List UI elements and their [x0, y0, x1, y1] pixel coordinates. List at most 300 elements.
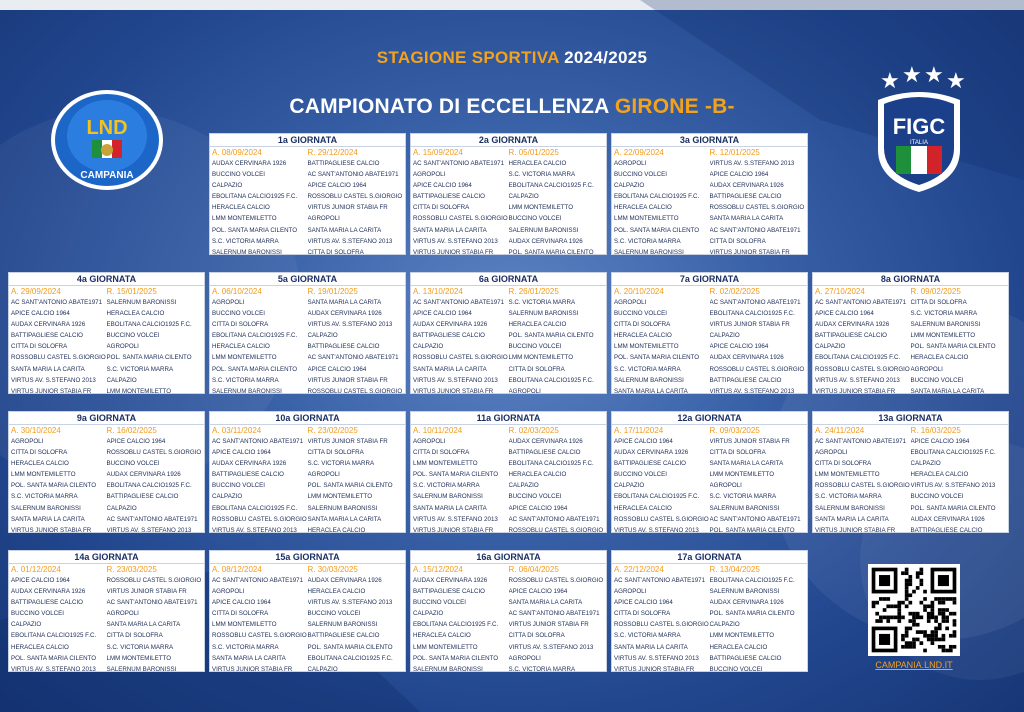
match-row — [212, 608, 403, 619]
home-team: EBOLITANA CALCIO1925 F.C. — [212, 193, 298, 201]
giornata-dates — [411, 425, 606, 436]
away-team: ROSSOBLU CASTEL S.GIORGIO — [307, 387, 403, 394]
giornata-card — [611, 411, 808, 533]
away-team: HERACLEA CALCIO — [106, 310, 165, 318]
match-row — [212, 386, 403, 394]
home-team: ROSSOBLU CASTEL S.GIORGIO — [614, 515, 709, 523]
home-team: SALERNUM BARONISSI — [815, 504, 885, 512]
home-team: S.C. VICTORIA MARRA — [614, 632, 681, 640]
ritorno-date: R. 23/02/2025 — [307, 426, 358, 435]
giornata-title: 9a GIORNATA — [9, 412, 204, 425]
giornata-dates — [210, 425, 405, 436]
home-team: SANTA MARIA LA CARITA — [11, 515, 85, 523]
website-link[interactable]: CAMPANIA.LND.IT — [875, 660, 953, 670]
home-team: POL. SANTA MARIA CILENTO — [413, 471, 499, 479]
match-row — [614, 503, 805, 514]
match-list — [612, 297, 807, 394]
andata-date: A. 30/10/2024 — [11, 426, 61, 435]
giornata-dates — [612, 147, 807, 158]
match-row — [614, 458, 805, 469]
ritorno-date: R. 19/01/2025 — [307, 287, 358, 296]
home-team: VIRTUS JUNIOR STABIA FR — [413, 526, 494, 533]
match-list — [612, 436, 807, 533]
away-team: POL. SANTA MARIA CILENTO — [106, 354, 192, 362]
away-team: AC SANT'ANTONIO ABATE1971 — [508, 515, 600, 523]
home-team: AGROPOLI — [815, 449, 848, 457]
away-team: EBOLITANA CALCIO1925 F.C. — [508, 460, 594, 468]
home-team: SANTA MARIA LA CARITA — [614, 387, 688, 394]
home-team: EBOLITANA CALCIO1925 F.C. — [11, 632, 97, 640]
giornata-title: 3a GIORNATA — [612, 134, 807, 147]
away-team: CALPAZIO — [307, 332, 338, 340]
match-row — [614, 352, 805, 363]
home-team: CALPAZIO — [815, 343, 846, 351]
home-team: VIRTUS JUNIOR STABIA FR — [11, 387, 92, 394]
home-team: APICE CALCIO 1964 — [815, 310, 874, 318]
home-team: BATTIPAGLIESE CALCIO — [11, 599, 83, 607]
away-team: POL. SANTA MARIA CILENTO — [709, 610, 795, 618]
home-team: POL. SANTA MARIA CILENTO — [212, 365, 298, 373]
away-team: LMM MONTEMILETTO — [709, 632, 775, 640]
home-team: EBOLITANA CALCIO1925 F.C. — [212, 504, 298, 512]
home-team: APICE CALCIO 1964 — [212, 599, 271, 607]
ritorno-date: R. 15/01/2025 — [106, 287, 157, 296]
home-team: SANTA MARIA LA CARITA — [212, 654, 286, 662]
home-team: ROSSOBLU CASTEL S.GIORGIO — [11, 354, 106, 362]
giornata-title: 12a GIORNATA — [612, 412, 807, 425]
match-row — [815, 375, 1006, 386]
match-row — [815, 469, 1006, 480]
match-row — [413, 458, 604, 469]
andata-date: A. 13/10/2024 — [413, 287, 463, 296]
home-team: CALPAZIO — [413, 343, 444, 351]
match-row — [11, 575, 202, 586]
home-team: ROSSOBLU CASTEL S.GIORGIO — [413, 215, 508, 223]
away-team: APICE CALCIO 1964 — [508, 588, 568, 596]
home-team: BUCCINO VOLCEI — [11, 610, 64, 618]
match-row — [212, 525, 403, 533]
match-row — [614, 169, 805, 180]
giornata-dates — [411, 286, 606, 297]
away-team: EBOLITANA CALCIO1925 F.C. — [709, 577, 795, 584]
away-team: BUCCINO VOLCEI — [106, 332, 160, 340]
match-row — [815, 480, 1006, 491]
match-row — [11, 525, 202, 533]
match-row — [815, 436, 1006, 447]
match-row — [614, 191, 805, 202]
ritorno-date: R. 09/02/2025 — [910, 287, 961, 296]
home-team: POL. SANTA MARIA CILENTO — [11, 482, 97, 490]
match-row — [815, 458, 1006, 469]
home-team: AUDAX CERVINARA 1926 — [11, 588, 86, 596]
match-row — [614, 236, 805, 247]
home-team: AUDAX CERVINARA 1926 — [413, 321, 488, 329]
match-row — [413, 630, 604, 641]
away-team: HERACLEA CALCIO — [910, 354, 969, 362]
away-team: LMM MONTEMILETTO — [307, 493, 373, 501]
andata-date: A. 27/10/2024 — [815, 287, 865, 296]
season-year: 2024/2025 — [564, 48, 648, 67]
away-team: VIRTUS AV. S.STEFANO 2013 — [910, 482, 996, 490]
away-team: BATTIPAGLIESE CALCIO — [307, 632, 380, 640]
away-team: CALPAZIO — [709, 332, 740, 340]
match-row — [413, 447, 604, 458]
home-team: BATTIPAGLIESE CALCIO — [614, 460, 686, 468]
home-team: LMM MONTEMILETTO — [815, 471, 880, 479]
away-team: BATTIPAGLIESE CALCIO — [910, 526, 983, 533]
away-team: BUCCINO VOLCEI — [709, 665, 763, 672]
away-team: AC SANT'ANTONIO ABATE1971 — [106, 599, 198, 607]
giornata-card — [209, 550, 406, 672]
match-row — [212, 364, 403, 375]
home-team: BATTIPAGLIESE CALCIO — [413, 193, 485, 201]
away-team: AGROPOLI — [508, 387, 541, 394]
home-team: VIRTUS AV. S.STEFANO 2013 — [413, 376, 498, 384]
match-list — [210, 436, 405, 533]
match-row — [815, 308, 1006, 319]
match-row — [614, 180, 805, 191]
home-team: S.C. VICTORIA MARRA — [614, 365, 681, 373]
home-team: AC SANT'ANTONIO ABATE1971 — [413, 299, 505, 306]
away-team: APICE CALCIO 1964 — [709, 171, 769, 179]
match-row — [11, 375, 202, 386]
match-row — [614, 619, 805, 630]
away-team: APICE CALCIO 1964 — [307, 182, 367, 190]
away-team: POL. SANTA MARIA CILENTO — [307, 482, 393, 490]
home-team: AUDAX CERVINARA 1926 — [614, 449, 689, 457]
away-team: BATTIPAGLIESE CALCIO — [307, 343, 380, 351]
away-team: POL. SANTA MARIA CILENTO — [709, 526, 795, 533]
home-team: CITTA DI SOLOFRA — [614, 610, 671, 618]
match-row — [413, 664, 604, 672]
ritorno-date: R. 02/03/2025 — [508, 426, 559, 435]
match-row — [212, 458, 403, 469]
qr-code[interactable] — [868, 564, 960, 656]
match-row — [11, 386, 202, 394]
home-team: VIRTUS JUNIOR STABIA FR — [413, 248, 494, 255]
away-team: SANTA MARIA LA CARITA — [709, 460, 784, 468]
home-team: CALPAZIO — [212, 182, 243, 190]
away-team: S.C. VICTORIA MARRA — [709, 493, 777, 501]
home-team: BUCCINO VOLCEI — [212, 171, 265, 179]
giornata-card — [209, 272, 406, 394]
away-team: CALPAZIO — [106, 376, 137, 384]
giornata-title: 14a GIORNATA — [9, 551, 204, 564]
match-row — [11, 503, 202, 514]
away-team: VIRTUS JUNIOR STABIA FR — [307, 204, 388, 212]
match-row — [815, 386, 1006, 394]
match-row — [614, 319, 805, 330]
home-team: POL. SANTA MARIA CILENTO — [413, 654, 499, 662]
match-row — [614, 330, 805, 341]
championship-name: CAMPIONATO DI ECCELLENZA — [289, 95, 609, 118]
home-team: VIRTUS AV. S.STEFANO 2013 — [11, 665, 96, 672]
home-team: CALPAZIO — [413, 610, 444, 618]
giornata-dates — [210, 286, 405, 297]
home-team: APICE CALCIO 1964 — [11, 310, 70, 318]
away-team: S.C. VICTORIA MARRA — [106, 365, 174, 373]
away-team: EBOLITANA CALCIO1925 F.C. — [910, 449, 996, 457]
home-team: AUDAX CERVINARA 1926 — [11, 321, 86, 329]
giornata-card — [410, 133, 607, 255]
away-team: POL. SANTA MARIA CILENTO — [508, 332, 594, 340]
andata-date: A. 06/10/2024 — [212, 287, 262, 296]
away-team: CALPAZIO — [106, 504, 137, 512]
home-team: SANTA MARIA LA CARITA — [413, 365, 487, 373]
home-team: SALERNUM BARONISSI — [614, 376, 684, 384]
match-row — [815, 352, 1006, 363]
home-team: CITTA DI SOLOFRA — [815, 460, 872, 468]
home-team: S.C. VICTORIA MARRA — [614, 237, 681, 245]
away-team: AGROPOLI — [106, 343, 139, 351]
away-team: BATTIPAGLIESE CALCIO — [307, 160, 380, 167]
andata-date: A. 15/12/2024 — [413, 565, 463, 574]
match-row — [11, 480, 202, 491]
away-team: CALPAZIO — [709, 621, 740, 629]
giornata-dates — [9, 286, 204, 297]
home-team: APICE CALCIO 1964 — [212, 449, 271, 457]
giornata-card — [611, 133, 808, 255]
match-row — [11, 447, 202, 458]
home-team: HERACLEA CALCIO — [614, 504, 672, 512]
match-row — [413, 469, 604, 480]
match-row — [11, 352, 202, 363]
away-team: BUCCINO VOLCEI — [106, 460, 160, 468]
figc-logo-text: FIGC — [892, 114, 946, 139]
home-team: VIRTUS AV. S.STEFANO 2013 — [212, 526, 297, 533]
away-team: AUDAX CERVINARA 1926 — [307, 310, 382, 318]
match-list — [612, 575, 807, 672]
away-team: SANTA MARIA LA CARITA — [910, 387, 985, 394]
away-team: CITTA DI SOLOFRA — [307, 449, 364, 457]
match-list — [9, 436, 204, 533]
match-row — [212, 653, 403, 664]
match-list — [9, 575, 204, 672]
match-row — [11, 642, 202, 653]
match-row — [614, 653, 805, 664]
match-list — [9, 297, 204, 394]
away-team: S.C. VICTORIA MARRA — [106, 643, 174, 651]
away-team: VIRTUS AV. S.STEFANO 2013 — [709, 160, 795, 167]
home-team: HERACLEA CALCIO — [11, 643, 69, 651]
match-row — [212, 619, 403, 630]
match-row — [413, 202, 604, 213]
match-row — [614, 642, 805, 653]
away-team: SANTA MARIA LA CARITA — [307, 226, 382, 234]
match-row — [212, 447, 403, 458]
match-row — [413, 586, 604, 597]
home-team: APICE CALCIO 1964 — [413, 182, 472, 190]
home-team: SALERNUM BARONISSI — [413, 493, 483, 501]
home-team: AGROPOLI — [212, 299, 245, 306]
away-team: VIRTUS JUNIOR STABIA FR — [709, 248, 790, 255]
ritorno-date: R. 09/03/2025 — [709, 426, 760, 435]
giornata-title: 17a GIORNATA — [612, 551, 807, 564]
away-team: CALPAZIO — [508, 482, 539, 490]
home-team: AC SANT'ANTONIO ABATE1971 — [212, 438, 304, 445]
ritorno-date: R. 26/01/2025 — [508, 287, 559, 296]
giornata-dates — [411, 147, 606, 158]
away-team: S.C. VICTORIA MARRA — [910, 310, 978, 318]
home-team: EBOLITANA CALCIO1925 F.C. — [815, 354, 901, 362]
match-row — [614, 630, 805, 641]
home-team: APICE CALCIO 1964 — [614, 599, 673, 607]
ritorno-date: R. 16/02/2025 — [106, 426, 157, 435]
away-team: VIRTUS JUNIOR STABIA FR — [307, 438, 388, 445]
away-team: VIRTUS AV. S.STEFANO 2013 — [307, 599, 393, 607]
away-team: S.C. VICTORIA MARRA — [508, 299, 576, 306]
match-row — [212, 297, 403, 308]
match-row — [815, 330, 1006, 341]
giornata-dates — [210, 564, 405, 575]
match-row — [212, 236, 403, 247]
home-team: BUCCINO VOLCEI — [212, 482, 265, 490]
match-row — [212, 514, 403, 525]
home-team: S.C. VICTORIA MARRA — [212, 237, 279, 245]
giornata-title: 1a GIORNATA — [210, 134, 405, 147]
away-team: BATTIPAGLIESE CALCIO — [709, 376, 782, 384]
match-row — [11, 608, 202, 619]
girone-label: GIRONE -B- — [614, 95, 735, 118]
away-team: LMM MONTEMILETTO — [910, 332, 976, 340]
away-team: LMM MONTEMILETTO — [508, 204, 574, 212]
home-team: CALPAZIO — [614, 482, 645, 490]
giornata-dates — [813, 425, 1008, 436]
match-row — [11, 664, 202, 672]
away-team: AC SANT'ANTONIO ABATE1971 — [307, 171, 399, 179]
match-row — [815, 525, 1006, 533]
away-team: POL. SANTA MARIA CILENTO — [910, 343, 996, 351]
match-row — [815, 341, 1006, 352]
match-row — [212, 352, 403, 363]
giornata-title: 5a GIORNATA — [210, 273, 405, 286]
away-team: HERACLEA CALCIO — [910, 471, 969, 479]
away-team: ROSSOBLU CASTEL S.GIORGIO — [307, 193, 403, 201]
away-team: AUDAX CERVINARA 1926 — [709, 599, 784, 607]
match-list — [813, 436, 1008, 533]
home-team: SANTA MARIA LA CARITA — [413, 504, 487, 512]
away-team: SANTA MARIA LA CARITA — [307, 515, 382, 523]
away-team: HERACLEA CALCIO — [508, 160, 567, 167]
ritorno-date: R. 06/04/2025 — [508, 565, 559, 574]
match-row — [413, 653, 604, 664]
match-row — [614, 491, 805, 502]
away-team: S.C. VICTORIA MARRA — [508, 171, 576, 179]
away-team: SANTA MARIA LA CARITA — [307, 299, 382, 306]
giornata-title: 2a GIORNATA — [411, 134, 606, 147]
match-row — [614, 436, 805, 447]
away-team: ROSSOBLU CASTEL S.GIORGIO — [106, 577, 202, 584]
away-team: SALERNUM BARONISSI — [307, 621, 378, 629]
match-row — [815, 503, 1006, 514]
match-row — [413, 158, 604, 169]
match-row — [212, 169, 403, 180]
giornata-title: 15a GIORNATA — [210, 551, 405, 564]
match-row — [614, 586, 805, 597]
away-team: VIRTUS JUNIOR STABIA FR — [508, 621, 589, 629]
match-row — [413, 608, 604, 619]
match-list — [411, 575, 606, 672]
home-team: EBOLITANA CALCIO1925 F.C. — [614, 193, 700, 201]
home-team: POL. SANTA MARIA CILENTO — [614, 354, 700, 362]
home-team: AC SANT'ANTONIO ABATE1971 — [815, 438, 907, 445]
away-team: ROSSOBLU CASTEL S.GIORGIO — [106, 449, 202, 457]
match-row — [11, 330, 202, 341]
giornata-card — [8, 550, 205, 672]
home-team: AUDAX CERVINARA 1926 — [212, 160, 287, 167]
match-row — [413, 503, 604, 514]
away-team: VIRTUS JUNIOR STABIA FR — [709, 438, 790, 445]
home-team: BUCCINO VOLCEI — [614, 471, 667, 479]
away-team: CITTA DI SOLOFRA — [709, 449, 766, 457]
home-team: VIRTUS JUNIOR STABIA FR — [815, 387, 896, 394]
match-row — [212, 330, 403, 341]
away-team: AUDAX CERVINARA 1926 — [508, 237, 583, 245]
match-row — [11, 514, 202, 525]
match-row — [614, 525, 805, 533]
star-icon: ★ — [880, 69, 900, 94]
match-row — [614, 341, 805, 352]
away-team: AUDAX CERVINARA 1926 — [709, 354, 784, 362]
match-row — [212, 375, 403, 386]
away-team: HERACLEA CALCIO — [508, 321, 567, 329]
away-team: POL. SANTA MARIA CILENTO — [307, 643, 393, 651]
away-team: AC SANT'ANTONIO ABATE1971 — [709, 226, 801, 234]
match-row — [11, 491, 202, 502]
home-team: VIRTUS AV. S.STEFANO 2013 — [413, 515, 498, 523]
home-team: AUDAX CERVINARA 1926 — [413, 577, 488, 584]
away-team: EBOLITANA CALCIO1925 F.C. — [307, 654, 393, 662]
giornata-card — [812, 272, 1009, 394]
away-team: VIRTUS AV. S.STEFANO 2013 — [106, 526, 192, 533]
home-team: SALERNUM BARONISSI — [212, 248, 282, 255]
andata-date: A. 08/09/2024 — [212, 148, 262, 157]
match-row — [614, 469, 805, 480]
giornata-dates — [813, 286, 1008, 297]
ritorno-date: R. 29/12/2024 — [307, 148, 358, 157]
away-team: LMM MONTEMILETTO — [106, 387, 172, 394]
match-row — [11, 619, 202, 630]
home-team: EBOLITANA CALCIO1925 F.C. — [614, 493, 700, 501]
home-team: BUCCINO VOLCEI — [212, 310, 265, 318]
giornata-dates — [210, 147, 405, 158]
away-team: CITTA DI SOLOFRA — [709, 237, 766, 245]
away-team: SALERNUM BARONISSI — [508, 310, 579, 318]
giornata-card — [410, 550, 607, 672]
giornata-title: 4a GIORNATA — [9, 273, 204, 286]
andata-date: A. 29/09/2024 — [11, 287, 61, 296]
match-row — [815, 514, 1006, 525]
home-team: SALERNUM BARONISSI — [614, 248, 684, 255]
home-team: SANTA MARIA LA CARITA — [614, 643, 688, 651]
lnd-campania-logo — [48, 88, 166, 198]
away-team: ROSSOBLU CASTEL S.GIORGIO — [709, 204, 805, 212]
match-row — [614, 447, 805, 458]
match-row — [815, 297, 1006, 308]
ritorno-date: R. 23/03/2025 — [106, 565, 157, 574]
home-team: CITTA DI SOLOFRA — [11, 449, 68, 457]
away-team: HERACLEA CALCIO — [307, 526, 366, 533]
star-icon: ★ — [902, 66, 922, 88]
home-team: AGROPOLI — [614, 299, 647, 306]
home-team: AC SANT'ANTONIO ABATE1971 — [413, 160, 505, 167]
match-row — [11, 364, 202, 375]
match-list — [210, 297, 405, 394]
match-row — [413, 180, 604, 191]
match-row — [212, 630, 403, 641]
home-team: VIRTUS AV. S.STEFANO 2013 — [614, 526, 699, 533]
giornata-card — [410, 411, 607, 533]
